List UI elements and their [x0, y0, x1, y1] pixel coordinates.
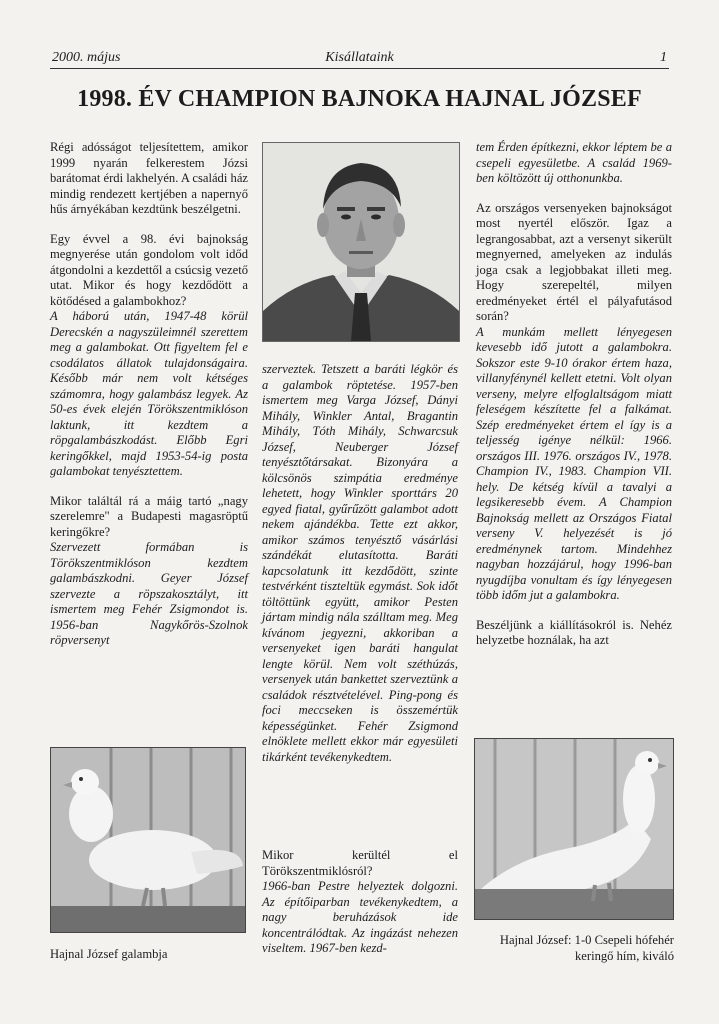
caption-pigeon-left: Hajnal József galambja	[50, 947, 168, 961]
question-moving: Mikor kerültél el Törökszentmiklósról?	[262, 848, 458, 878]
column-right	[476, 140, 672, 663]
question-beginnings: Egy évvel a 98. évi bajnokság megnyerése után gondolom volt időd átgondolni a kezdettől a csúcsig vezető utat. Mikor és hogy kezdődött a kötődésed a galambokhoz?	[50, 231, 248, 308]
answer-moving: 1966-ban Pestre helyeztek dolgozni. Az építőiparban tevékenykedtem, a nagy beruházások ide koncentrálódtak. Az ingázást nehezen viseltem. 1967-ben kezd-	[262, 879, 458, 955]
answer-organized: Szervezett formában is Törökszentmiklóson kezdtem galambászkodni. Geyer József szervezte a röpszakosztályt, itt ismertem meg Fehér Zsigmondot is. 1956-ban Nagykőrös-Szolnok röpversenyt	[50, 540, 248, 647]
answer-results: A munkám mellett lényegesen kevesebb idő jutott a galambokra. Sokszor este 9-10 órakor értem haza, villanyfénynél kellett etetni. Volt olyan verseny, melyre elfoglaltságom miatt feleségem készítette fel a falkámat. Szép eredményeket értem el így is a teljesség igénye nélkül: 1966. országos III. 1976. országos IV., 1978. Champion IV., 1983. Champion VII. hely. De kétség kívül a tavalyi a legsikeresebb évem. A Champion Bajnokság mellett az Országos Fiatal verseny V. helyezését is jó eredménynek tartom. Mindehhez nagyban hozzájárul, hogy 1996-ban nyugdíjba vonultam és így lényegesen több időm jut a galambokra.	[476, 324, 672, 602]
question-championship: Az országos versenyeken bajnokságot most nyertél először. Igaz a legrangosabbat, azt a versenyt sikerült megnyerned, amelyeken az indulás joga csak a legjobbakat illeti meg. Hogy szerepeltél, milyen eredményeket értél el pályafutásod során?	[476, 200, 672, 323]
intro-paragraph: Régi adósságot teljesítettem, amikor 1999 nyarán felkerestem Józsi barátomat érdi lakhelyén. A családi ház mindig rendezett kertjében a napernyő hűs árnyékában kezdtünk beszélgetni.	[50, 140, 248, 216]
answer-beginnings: A háború után, 1947-48 körül Derecskén a nagyszüleimnél szerettem meg a galambokat. Ott figyeltem fel e csodálatos állatok tulajdonságaira. Később már nem volt kétséges számomra, hogy galambász legyek. Az 50-es évek elején Törökszentmiklóson laktunk, itt kezdtem a röpgalambászkodást. Előbb Egri keringőkkel, majd 1953-54-ig posta galambokat tenyésztettem.	[50, 309, 248, 478]
question-exhibitions: Beszéljünk a kiállításokról is. Nehéz helyzetbe hoználak, ha azt	[476, 617, 672, 647]
question-great-love: Mikor találtál rá a máig tartó „nagy szerelemre" a Budapesti magasröptű keringőkre?	[50, 493, 248, 539]
column-middle-lower	[262, 848, 458, 971]
caption-pigeon-right: Hajnal József: 1-0 Csepeli hófehér keringő hím, kiváló	[499, 933, 674, 963]
portrait-photo	[262, 142, 460, 342]
section-name: Kisállataink	[325, 50, 394, 65]
pigeon-photo-right	[474, 738, 674, 920]
column-middle	[262, 362, 458, 779]
page-header	[50, 48, 669, 69]
answer-erd: tem Érden építkezni, ekkor léptem be a csepeli egyesületbe. A család 1969-ben költözött új otthonunkba.	[476, 140, 672, 185]
article-title: 1998. ÉV CHAMPION BAJNOKA HAJNAL JÓZSEF	[77, 86, 642, 112]
issue-date: 2000. május	[52, 50, 121, 65]
pigeon-photo-left	[50, 747, 246, 933]
column-left	[50, 140, 248, 663]
page-number: 1	[660, 50, 667, 65]
answer-friendship: szerveztek. Tetszett a baráti légkör és a galambok röptetése. 1957-ben ismertem meg Varga József, Dányi Mihály, Winkler Antal, Bragantin Mihály, Tóth Mihály, Schwarcsuk József, Neuberger József tenyésztőtársakat. Bizonyára a kölcsönös szimpátia eredménye lehetett, hogy Winkler sporttárs 20 egyed fiatal, gyűrűzött galambot adott nekem ajándékba. Tette ezt akkor, amikor számos tenyésztő vásárlási szándékát elutasította. Baráti kapcsolatunk itt kezdődött, szinte testvérként tiszteltük egymást. Sok időt töltöttünk együtt, amikor Pesten jártam mindig nála szálltam meg. Meg kívánom jegyezni, akkoriban a versenyeket igen baráti hangulat lengte körül. Nem volt széthúzás, versenyek után bankettet szerveztünk a családok résztvételével. Ping-pong és foci meccseken is összemértük képességünket. Fehér Zsigmond elnöklete mellett ekkor már egyesületi tikárként tevékenykedtem.	[262, 362, 458, 764]
